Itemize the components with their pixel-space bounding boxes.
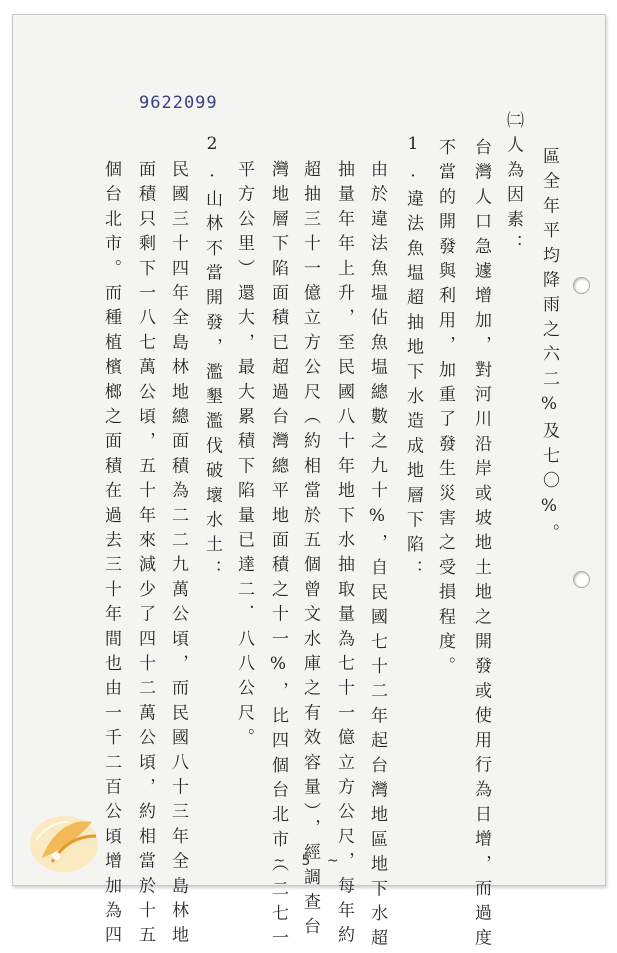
section-heading: ㈡人為因素： xyxy=(503,111,523,260)
subsection-heading: 1.違法魚塭超抽地下水造成地層下陷： xyxy=(403,134,423,585)
text-column: 區全年平均降雨之六二%及七〇%。 xyxy=(539,147,559,549)
text-column: 抽量年年上升，至民國八十年地下水抽取量為七十一億立方公尺，每年約 xyxy=(334,160,354,951)
text-column: 不當的開發與利用，加重了發生災害之受損程度。 xyxy=(435,138,455,682)
text-column: 平方公里）還大，最大累積下陷量已達二．八八公尺。 xyxy=(234,160,254,753)
punch-hole xyxy=(573,277,590,294)
archive-logo-icon xyxy=(22,800,110,880)
text-column: 超抽三十一億立方公尺（約相當於五個曾文水庫之有效容量），經調查台 xyxy=(300,160,320,942)
text-column: 個台北市。而種植檳榔之面積在過去三十年間也由一千二百公頃增加為四 xyxy=(101,160,121,951)
text-column: 面積只剩下一八七萬公頃，五十年來減少了四十二萬公頃，約相當於十五 xyxy=(135,160,155,951)
text-column: 台灣人口急遽增加，對河川沿岸或坡地土地之開發或使用行為日增，而過度 xyxy=(471,138,491,953)
text-column: 民國三十四年全島林地總面積為二二九萬公頃，而民國八十三年全島林地 xyxy=(168,160,188,951)
subsection-heading: 2.山林不當開發，濫墾濫伐破壞水土： xyxy=(202,134,222,585)
document-page xyxy=(12,14,606,953)
archive-stamp-number: 9622099 xyxy=(139,93,218,113)
page-number: ~ 5 ~ xyxy=(273,853,345,869)
text-column: 灣地層下陷面積已超過台灣總平地面積之十一%，比四個台北市（二七一 xyxy=(268,160,288,953)
text-column: 由於違法魚塭佔魚塭總數之九十%，自民國七十二年起台灣地區地下水超 xyxy=(367,160,387,953)
punch-hole xyxy=(573,571,590,588)
